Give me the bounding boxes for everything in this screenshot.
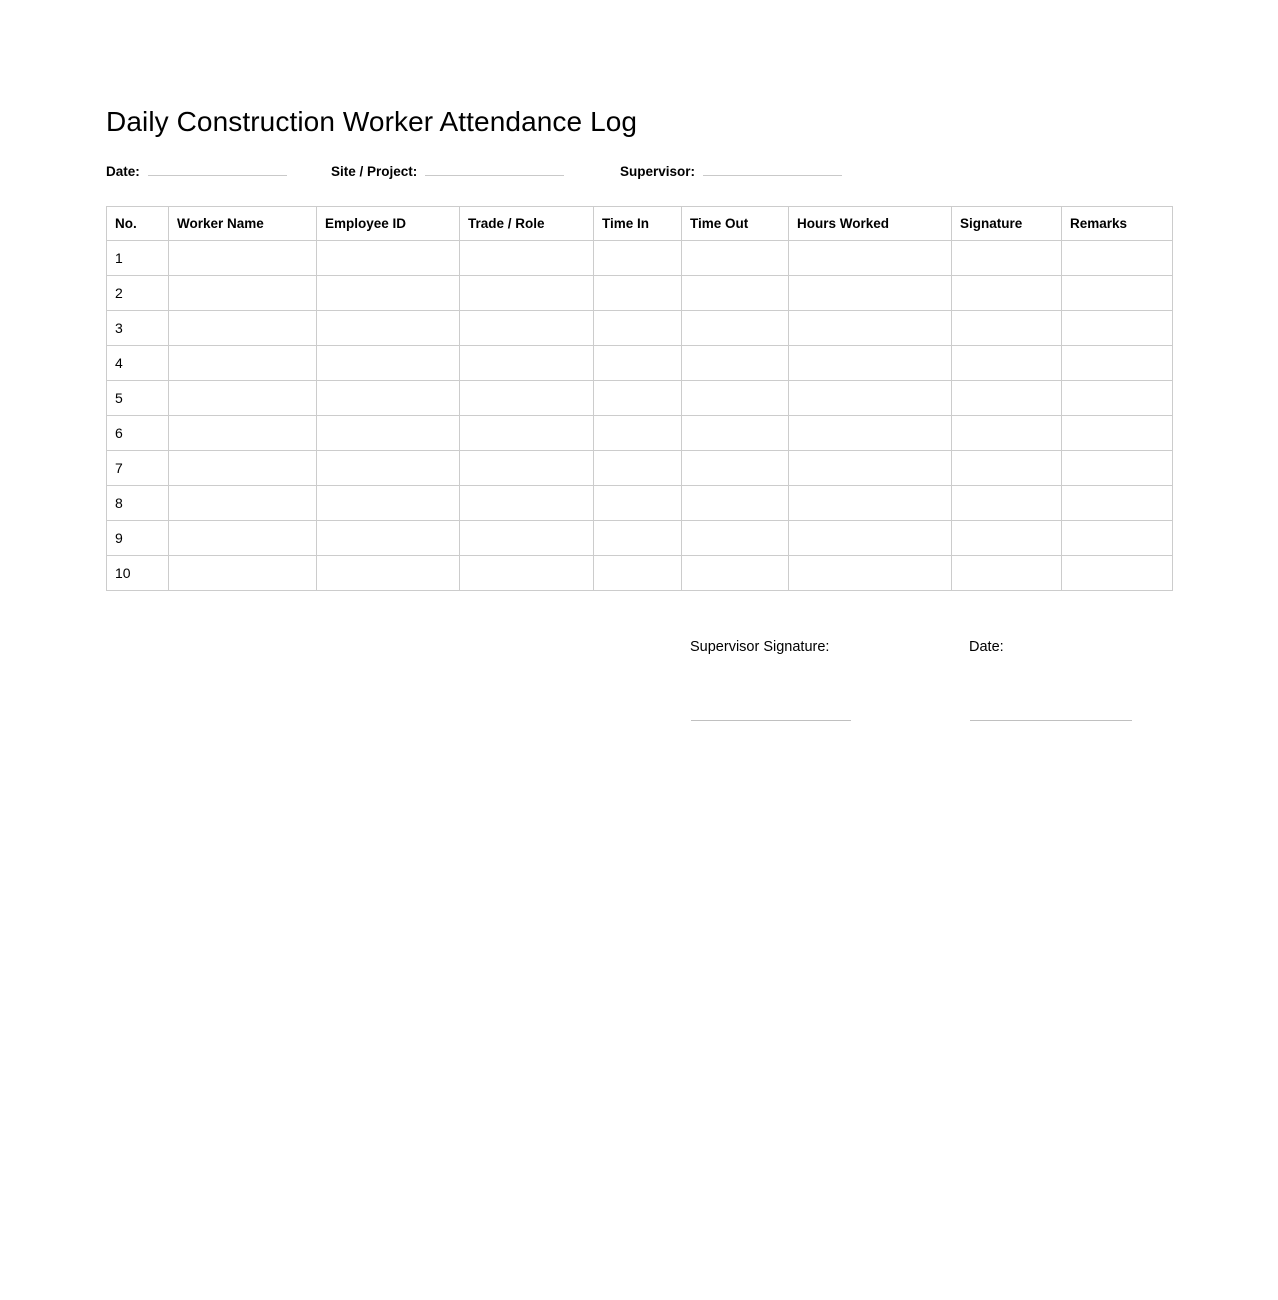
cell-trade-role[interactable] (460, 276, 594, 311)
cell-time-in[interactable] (594, 416, 682, 451)
cell-worker-name[interactable] (169, 346, 317, 381)
cell-no: 5 (107, 381, 169, 416)
cell-hours-worked[interactable] (789, 311, 952, 346)
cell-worker-name[interactable] (169, 521, 317, 556)
meta-field-supervisor (620, 160, 842, 182)
cell-worker-name[interactable] (169, 276, 317, 311)
cell-time-out[interactable] (682, 346, 789, 381)
table-body (107, 241, 1173, 591)
cell-worker-name[interactable] (169, 451, 317, 486)
cell-time-in[interactable] (594, 381, 682, 416)
cell-worker-name[interactable] (169, 241, 317, 276)
cell-employee-id[interactable] (317, 311, 460, 346)
cell-remarks[interactable] (1062, 346, 1173, 381)
table-row (107, 486, 1173, 521)
cell-trade-role[interactable] (460, 311, 594, 346)
cell-trade-role[interactable] (460, 451, 594, 486)
table-row (107, 311, 1173, 346)
column-header-signature: Signature (952, 207, 1062, 241)
cell-no: 8 (107, 486, 169, 521)
cell-remarks[interactable] (1062, 311, 1173, 346)
cell-time-out[interactable] (682, 241, 789, 276)
cell-hours-worked[interactable] (789, 416, 952, 451)
cell-employee-id[interactable] (317, 486, 460, 521)
column-header-trade-role: Trade / Role (460, 207, 594, 241)
cell-remarks[interactable] (1062, 241, 1173, 276)
meta-label-site-project: Site / Project: (331, 164, 418, 179)
cell-hours-worked[interactable] (789, 346, 952, 381)
cell-time-out[interactable] (682, 381, 789, 416)
cell-trade-role[interactable] (460, 486, 594, 521)
cell-signature[interactable] (952, 416, 1062, 451)
meta-field-date (106, 160, 287, 182)
cell-remarks[interactable] (1062, 521, 1173, 556)
table-row (107, 451, 1173, 486)
footer-field-supervisor-signature (690, 636, 950, 736)
cell-employee-id[interactable] (317, 416, 460, 451)
cell-hours-worked[interactable] (789, 521, 952, 556)
cell-hours-worked[interactable] (789, 451, 952, 486)
cell-time-in[interactable] (594, 276, 682, 311)
meta-label-supervisor: Supervisor: (620, 164, 696, 179)
cell-signature[interactable] (952, 451, 1062, 486)
meta-label-date: Date: (106, 164, 140, 179)
column-header-time-out: Time Out (682, 207, 789, 241)
cell-signature[interactable] (952, 311, 1062, 346)
cell-no: 9 (107, 521, 169, 556)
cell-no: 7 (107, 451, 169, 486)
table-row (107, 241, 1173, 276)
cell-remarks[interactable] (1062, 486, 1173, 521)
cell-employee-id[interactable] (317, 276, 460, 311)
meta-input-site-project[interactable] (425, 160, 564, 176)
cell-signature[interactable] (952, 556, 1062, 591)
meta-field-site-project (331, 160, 564, 182)
cell-remarks[interactable] (1062, 381, 1173, 416)
footer-field-date (969, 636, 1149, 736)
cell-worker-name[interactable] (169, 416, 317, 451)
cell-remarks[interactable] (1062, 451, 1173, 486)
cell-time-in[interactable] (594, 241, 682, 276)
table-header-row (107, 207, 1173, 241)
cell-employee-id[interactable] (317, 346, 460, 381)
footer-signature-block (690, 636, 1150, 736)
cell-hours-worked[interactable] (789, 241, 952, 276)
cell-time-out[interactable] (682, 416, 789, 451)
cell-employee-id[interactable] (317, 381, 460, 416)
cell-time-in[interactable] (594, 556, 682, 591)
footer-input-date[interactable] (970, 720, 1132, 721)
cell-trade-role[interactable] (460, 556, 594, 591)
table-row (107, 276, 1173, 311)
table-row (107, 521, 1173, 556)
cell-no: 3 (107, 311, 169, 346)
cell-signature[interactable] (952, 276, 1062, 311)
cell-time-in[interactable] (594, 451, 682, 486)
cell-no: 4 (107, 346, 169, 381)
cell-trade-role[interactable] (460, 416, 594, 451)
column-header-hours-worked: Hours Worked (789, 207, 952, 241)
table-row (107, 381, 1173, 416)
cell-trade-role[interactable] (460, 241, 594, 276)
cell-hours-worked[interactable] (789, 556, 952, 591)
cell-worker-name[interactable] (169, 486, 317, 521)
cell-trade-role[interactable] (460, 521, 594, 556)
cell-remarks[interactable] (1062, 416, 1173, 451)
cell-worker-name[interactable] (169, 556, 317, 591)
cell-employee-id[interactable] (317, 521, 460, 556)
column-header-worker-name: Worker Name (169, 207, 317, 241)
cell-trade-role[interactable] (460, 381, 594, 416)
column-header-employee-id: Employee ID (317, 207, 460, 241)
cell-time-in[interactable] (594, 346, 682, 381)
page-title: Daily Construction Worker Attendance Log (106, 106, 638, 137)
cell-no: 10 (107, 556, 169, 591)
cell-hours-worked[interactable] (789, 486, 952, 521)
cell-signature[interactable] (952, 346, 1062, 381)
table-row (107, 346, 1173, 381)
cell-trade-role[interactable] (460, 346, 594, 381)
footer-label-date: Date: (969, 639, 1004, 655)
cell-no: 1 (107, 241, 169, 276)
cell-remarks[interactable] (1062, 276, 1173, 311)
cell-hours-worked[interactable] (789, 381, 952, 416)
cell-employee-id[interactable] (317, 451, 460, 486)
cell-time-out[interactable] (682, 276, 789, 311)
cell-no: 6 (107, 416, 169, 451)
footer-input-supervisor-signature[interactable] (691, 720, 851, 721)
cell-time-in[interactable] (594, 311, 682, 346)
cell-time-out[interactable] (682, 521, 789, 556)
cell-worker-name[interactable] (169, 311, 317, 346)
cell-signature[interactable] (952, 486, 1062, 521)
attendance-table (106, 206, 1173, 591)
cell-signature[interactable] (952, 521, 1062, 556)
cell-signature[interactable] (952, 381, 1062, 416)
column-header-time-in: Time In (594, 207, 682, 241)
table-row (107, 416, 1173, 451)
cell-worker-name[interactable] (169, 381, 317, 416)
cell-time-in[interactable] (594, 486, 682, 521)
cell-time-out[interactable] (682, 311, 789, 346)
cell-time-out[interactable] (682, 556, 789, 591)
cell-time-out[interactable] (682, 451, 789, 486)
column-header-remarks: Remarks (1062, 207, 1173, 241)
document-meta-row (106, 160, 1176, 182)
cell-signature[interactable] (952, 241, 1062, 276)
meta-input-date[interactable] (148, 160, 287, 176)
cell-time-in[interactable] (594, 521, 682, 556)
column-header-no: No. (107, 207, 169, 241)
cell-no: 2 (107, 276, 169, 311)
cell-remarks[interactable] (1062, 556, 1173, 591)
cell-employee-id[interactable] (317, 556, 460, 591)
footer-label-supervisor-signature: Supervisor Signature: (690, 639, 830, 655)
cell-time-out[interactable] (682, 486, 789, 521)
cell-hours-worked[interactable] (789, 276, 952, 311)
cell-employee-id[interactable] (317, 241, 460, 276)
meta-input-supervisor[interactable] (703, 160, 842, 176)
table-row (107, 556, 1173, 591)
